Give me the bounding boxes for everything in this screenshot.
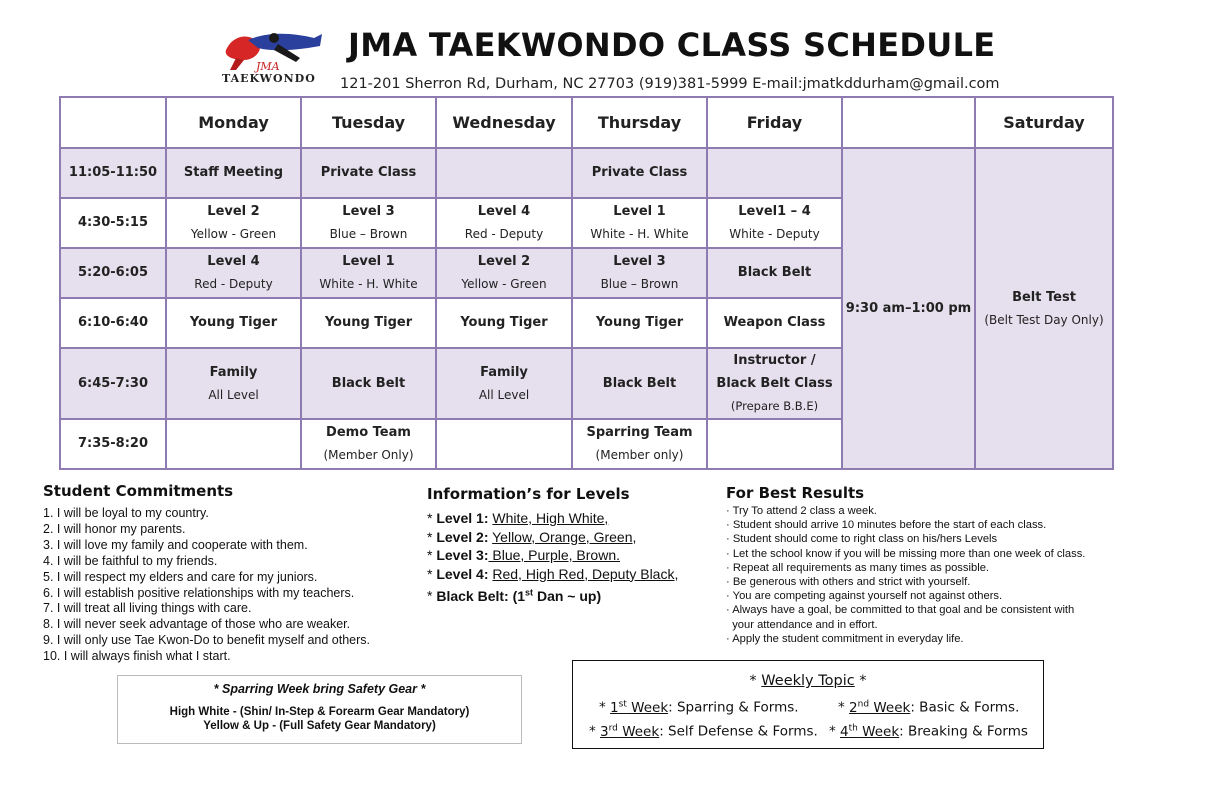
- weekly-topic-title: * Weekly Topic *: [749, 673, 867, 689]
- week-word: Week: [869, 699, 911, 716]
- time-cell: 4:30-5:15: [60, 198, 166, 248]
- list-item: · Be generous with others and strict with yourself.: [726, 576, 971, 589]
- list-item: 4. I will be faithful to my friends.: [43, 553, 218, 568]
- class-name: Sparring Team: [586, 425, 693, 440]
- time-cell: 7:35-8:20: [60, 419, 166, 469]
- class-name: Level 4: [477, 204, 531, 219]
- list-item: · You are competing against yourself not against others.: [726, 590, 1003, 603]
- class-cell: [166, 419, 301, 469]
- list-item: 3. I will love my family and cooperate with them.: [43, 537, 308, 552]
- class-cell: [707, 419, 842, 469]
- commitments-list: [43, 506, 423, 665]
- class-cell: [166, 148, 301, 198]
- jma-logo: [218, 24, 328, 86]
- class-detail: (Member only): [595, 448, 684, 462]
- level-row: * Level 4: Red, High Red, Deputy Black,: [427, 565, 679, 582]
- level-label: Level 1:: [436, 510, 489, 526]
- week-topic: * 4th Week: Breaking & Forms: [829, 723, 1028, 740]
- list-item: 7. I will treat all living things with care.: [43, 601, 252, 616]
- week-suffix: st: [618, 699, 627, 709]
- class-name: Level 1: [342, 254, 395, 269]
- level-value: Blue, Purple, Brown.: [488, 547, 620, 563]
- levels-info: [427, 485, 727, 605]
- class-cell: [436, 198, 572, 248]
- list-item: · Always have a goal, be committed to that goal and be consistent with: [726, 604, 1075, 617]
- class-cell: [301, 248, 436, 298]
- list-item: · Let the school know if you will be missing more than one week of class.: [726, 547, 1086, 560]
- week-number: 4: [840, 723, 849, 740]
- class-name: Level 3: [342, 204, 395, 219]
- class-detail: White - Deputy: [729, 227, 820, 241]
- class-detail: All Level: [208, 387, 259, 402]
- level-row: * Level 3: Blue, Purple, Brown.: [427, 547, 620, 563]
- class-cell: [301, 148, 436, 198]
- class-detail: (Prepare B.B.E): [730, 399, 819, 413]
- class-name: Staff Meeting: [183, 165, 284, 180]
- level-value: Yellow, Orange, Green,: [492, 528, 637, 545]
- class-cell: [572, 148, 707, 198]
- list-item: 10. I will always finish what I start.: [43, 649, 231, 664]
- class-name: Weapon Class: [723, 315, 826, 330]
- day-header: Wednesday: [436, 97, 572, 148]
- week-topic-text: : Sparring & Forms.: [668, 699, 799, 716]
- class-name: Level1 – 4: [738, 204, 811, 219]
- list-item: · Student should arrive 10 minutes before the start of each class.: [726, 519, 1047, 532]
- level-label: Level 3:: [436, 547, 489, 563]
- class-detail: Yellow - Green: [461, 277, 547, 291]
- class-cell: [436, 348, 572, 419]
- class-name: Belt Test: [1012, 289, 1076, 305]
- class-name: Young Tiger: [460, 315, 548, 330]
- class-cell: [436, 419, 572, 469]
- class-name: Level 1: [613, 204, 666, 219]
- level-row: * Level 2: Yellow, Orange, Green,: [427, 528, 637, 545]
- black-belt-rest: Dan ~ up): [533, 587, 602, 604]
- class-name: Level 4: [207, 254, 260, 269]
- class-cell: [166, 348, 301, 419]
- time-cell: 6:10-6:40: [60, 298, 166, 348]
- class-cell: [572, 348, 707, 419]
- class-name: Private Class: [320, 165, 417, 180]
- list-item: 5. I will respect my elders and care for my juniors.: [43, 569, 318, 584]
- day-header: Thursday: [572, 97, 707, 148]
- week-number: 1: [610, 699, 619, 716]
- class-cell: [166, 198, 301, 248]
- class-name: Level 3: [613, 254, 666, 269]
- saturday-class-cell: [975, 148, 1113, 469]
- page-title: JMA TAEKWONDO CLASS SCHEDULE: [348, 26, 996, 64]
- safety-gear-title: * Sparring Week bring Safety Gear *: [213, 682, 426, 696]
- list-item: · Repeat all requirements as many times as possible.: [726, 561, 990, 574]
- class-cell: [707, 248, 842, 298]
- corner-cell: [60, 97, 166, 148]
- class-detail: Blue – Brown: [600, 277, 679, 291]
- black-belt-label: Black Belt: (1: [436, 587, 526, 604]
- day-header: Friday: [707, 97, 842, 148]
- class-cell: [572, 248, 707, 298]
- class-schedule-table: [59, 96, 1114, 470]
- table-row: [60, 148, 1113, 198]
- level-value: White, High White,: [492, 510, 609, 526]
- weekly-topic-box: [572, 660, 1044, 749]
- class-name: Young Tiger: [189, 315, 278, 330]
- black-belt-sup: st: [525, 587, 534, 597]
- commitments-heading: Student Commitments: [43, 482, 234, 500]
- level-label: Level 2:: [436, 528, 489, 545]
- class-name: Private Class: [591, 165, 688, 180]
- student-commitments: [43, 482, 423, 665]
- day-header: Saturday: [975, 97, 1113, 148]
- best-results-heading: For Best Results: [726, 484, 865, 502]
- week-topic: * 2nd Week: Basic & Forms.: [838, 699, 1020, 716]
- class-name: Family: [480, 364, 528, 380]
- class-detail: (Belt Test Day Only): [984, 312, 1104, 327]
- class-detail: White - H. White: [319, 277, 418, 291]
- week-word: Week: [857, 723, 900, 740]
- class-cell: [707, 298, 842, 348]
- class-detail: Blue – Brown: [329, 227, 408, 241]
- class-name: Level 2: [207, 204, 260, 219]
- day-header: Monday: [166, 97, 301, 148]
- header-row: [60, 97, 1113, 148]
- logo-jma-text: JMA: [256, 60, 280, 73]
- class-cell: [572, 198, 707, 248]
- time-cell: 5:20-6:05: [60, 248, 166, 298]
- week-suffix: rd: [608, 723, 618, 733]
- level-row: * Black Belt: (1st Dan ~ up): [427, 587, 602, 604]
- best-results: [726, 484, 1156, 646]
- contact-address: 121-201 Sherron Rd, Durham, NC 27703 (919)381-5999 E-mail:jmatkddurham@gmail.com: [340, 76, 1000, 92]
- week-number: 3: [600, 723, 609, 740]
- list-item: · Student should come to right class on his/hers Levels: [726, 533, 998, 546]
- week-topic: * 1st Week: Sparring & Forms.: [599, 699, 799, 716]
- class-cell: [707, 348, 842, 419]
- class-cell: [436, 248, 572, 298]
- level-label: Level 4:: [436, 565, 489, 582]
- class-cell: [166, 298, 301, 348]
- class-cell: [301, 348, 436, 419]
- week-suffix: th: [848, 723, 858, 733]
- level-row: * Level 1: White, High White,: [427, 510, 609, 526]
- list-item: 1. I will be loyal to my country.: [43, 506, 209, 520]
- safety-gear-line: High White - (Shin/ In-Step & Forearm Gear Mandatory): [169, 706, 470, 718]
- level-value: Red, High Red, Deputy Black,: [492, 565, 679, 582]
- class-cell: [707, 198, 842, 248]
- class-detail: White - H. White: [590, 227, 689, 241]
- safety-gear-line: Yellow & Up - (Full Safety Gear Mandatory): [203, 720, 436, 732]
- day-header: Tuesday: [301, 97, 436, 148]
- class-name: Level 2: [477, 254, 531, 269]
- time-cell: 11:05-11:50: [60, 148, 166, 198]
- class-cell: [301, 419, 436, 469]
- safety-gear-box: [117, 675, 522, 744]
- levels-heading: Information’s for Levels: [427, 485, 630, 503]
- class-name: Young Tiger: [595, 315, 684, 330]
- class-detail: (Member Only): [323, 448, 414, 462]
- class-cell: [301, 198, 436, 248]
- list-item: your attendance and in effort.: [726, 618, 878, 631]
- week-topic-text: : Basic & Forms.: [910, 699, 1020, 716]
- class-name: Family: [209, 364, 258, 380]
- class-cell: [166, 248, 301, 298]
- time-cell: 6:45-7:30: [60, 348, 166, 419]
- week-topic-text: : Self Defense & Forms.: [659, 723, 818, 740]
- class-name: Black Belt: [602, 375, 677, 391]
- weekly-topic-heading: Weekly Topic: [761, 673, 855, 689]
- class-detail: Red - Deputy: [464, 227, 544, 241]
- list-item: 9. I will only use Tae Kwon-Do to benefit myself and others.: [43, 633, 371, 648]
- class-detail: All Level: [478, 387, 530, 402]
- week-suffix: nd: [857, 699, 870, 709]
- class-cell: [707, 148, 842, 198]
- class-cell: [301, 298, 436, 348]
- safety-gear-details: [118, 705, 521, 733]
- class-cell: [436, 298, 572, 348]
- class-detail: Red - Deputy: [194, 277, 273, 291]
- week-topic: * 3rd Week: Self Defense & Forms.: [589, 723, 818, 740]
- day-header: [842, 97, 975, 148]
- class-cell: [572, 298, 707, 348]
- class-cell: [436, 148, 572, 198]
- class-name: Black Belt: [737, 265, 812, 280]
- class-name: Black Belt: [331, 375, 406, 391]
- week-word: Week: [626, 699, 669, 716]
- week-number: 2: [849, 699, 858, 716]
- class-name: Demo Team: [326, 425, 411, 440]
- list-item: · Try To attend 2 class a week.: [726, 505, 877, 517]
- saturday-time-cell: 9:30 am–1:00 pm: [842, 148, 975, 469]
- week-topic-text: : Breaking & Forms: [899, 723, 1028, 740]
- list-item: · Apply the student commitment in everyday life.: [726, 632, 964, 645]
- class-detail: Yellow - Green: [190, 227, 277, 241]
- week-word: Week: [617, 723, 660, 740]
- class-name: Young Tiger: [324, 315, 413, 330]
- list-item: 6. I will establish positive relationships with my teachers.: [43, 585, 355, 600]
- list-item: 2. I will honor my parents.: [43, 521, 186, 536]
- list-item: 8. I will never seek advantage of those who are weaker.: [43, 617, 351, 632]
- class-cell: [572, 419, 707, 469]
- class-name: Instructor / Black Belt Class: [716, 353, 833, 391]
- logo-taekwondo-text: TAEKWONDO: [222, 72, 316, 85]
